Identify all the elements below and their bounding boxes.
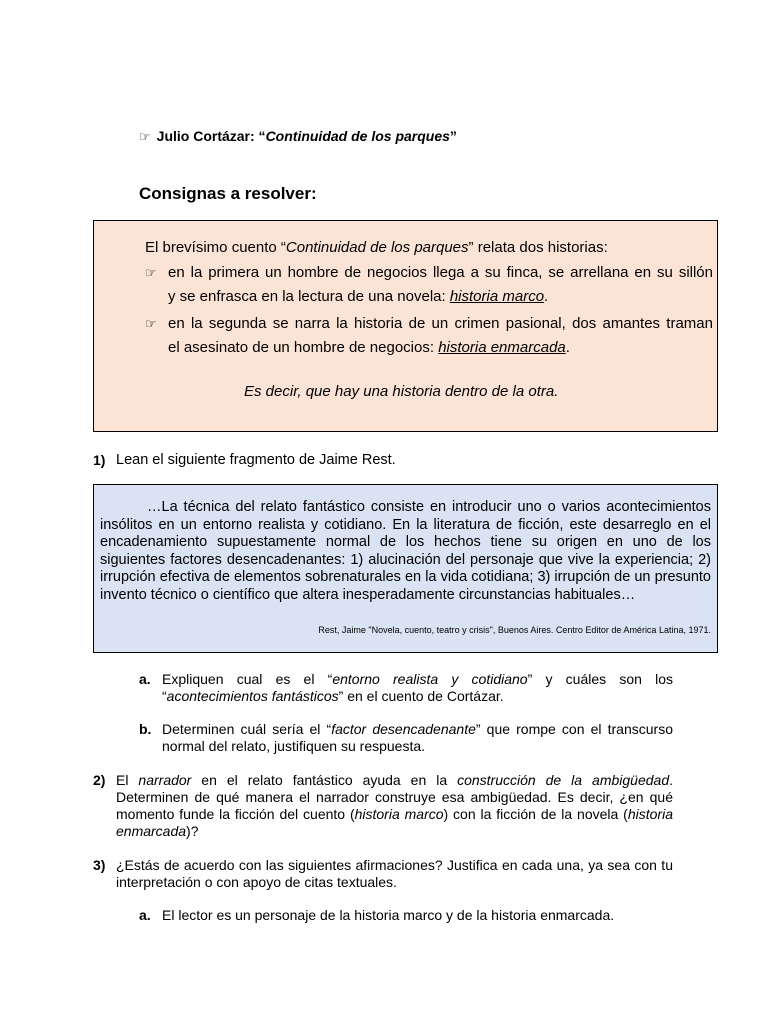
question-3-number: 3) xyxy=(93,857,106,873)
bullet-2-line-2 xyxy=(168,339,570,356)
document-title xyxy=(139,128,457,145)
q-text: )? xyxy=(186,823,199,839)
bullet-2-line-1: en la segunda se narra la historia de un crimen pasional, dos amantes traman xyxy=(168,315,713,332)
intro-line xyxy=(145,239,608,256)
pointing-hand-icon: ☞ xyxy=(145,317,157,332)
historia-marco-term: historia marco xyxy=(449,288,545,305)
title-author: Julio Cortázar: “ xyxy=(156,128,266,144)
bullet-text: . xyxy=(544,288,549,305)
rest-quote xyxy=(100,499,711,605)
intro-conclusion: Es decir, que hay una historia dentro de la otra. xyxy=(244,383,559,400)
q-text: Expliquen cual es el “ xyxy=(162,671,333,687)
q-text: en el relato fantástico ayuda en la xyxy=(191,772,458,788)
question-3-text: ¿Estás de acuerdo con las siguientes afirmaciones? Justifica en cada una, ya sea con tu interpretación o con apoyo de citas textuales. xyxy=(116,857,673,890)
bullet-1-line-2 xyxy=(168,288,548,305)
q-text: ” en el cuento de Cortázar. xyxy=(338,688,504,704)
quote-text: …La técnica del relato fantástico consiste en introducir uno o varios acontecimientos insólitos en un entorno realista y cotidiano. En la literatura de ficción, este desarreglo en el encadenamiento supuestamente normal de los hechos tiene su origen en uno de los siguientes factores desencadenantes: 1) alucinación del personaje que vive la experiencia; 2) irrupción efectiva de elementos sobrenaturales en la vida cotidiana; 3) irrupción de un presunto invento técnico o científico que altera inesperadamente circunstancias habituales… xyxy=(100,499,711,603)
q-text: El xyxy=(116,772,139,788)
intro-work-title: Continuidad de los parques xyxy=(285,239,469,256)
bullet-text: y se enfrasca en la lectura de una novela: xyxy=(168,288,450,305)
question-3a-text: El lector es un personaje de la historia marco y de la historia enmarcada. xyxy=(162,907,615,923)
q-text: ” y cuáles son los “ xyxy=(162,671,673,704)
question-1-number: 1) xyxy=(93,452,106,468)
q-emphasis: narrador xyxy=(138,772,192,788)
title-close: ” xyxy=(449,128,457,144)
q-text: ) con la ficción de la novela ( xyxy=(443,806,628,822)
question-3a-label: a. xyxy=(139,907,151,923)
question-1a-text xyxy=(162,671,673,705)
pointing-hand-icon: ☞ xyxy=(139,130,151,145)
question-1a-label: a. xyxy=(139,671,151,687)
quote-citation: Rest, Jaime "Novela, cuento, teatro y crisis", Buenos Aires. Centro Editor de América Latina, 1971. xyxy=(318,625,711,635)
bullet-text: el asesinato de un hombre de negocios: xyxy=(168,339,439,356)
q-emphasis: historia enmarcada xyxy=(116,806,673,839)
question-1b-text xyxy=(162,721,673,755)
q-emphasis: historia marco xyxy=(354,806,444,822)
question-1b-label: b. xyxy=(139,721,152,737)
bullet-1-line-1: en la primera un hombre de negocios llega a su finca, se arrellana en su sillón xyxy=(168,264,713,281)
q-text: . Determinen de qué manera el narrador construye esa ambigüedad. Es decir, ¿en qué momento funde la ficción del cuento ( xyxy=(116,772,673,822)
quote-box xyxy=(93,484,718,653)
pointing-hand-icon: ☞ xyxy=(145,266,157,281)
question-2-text xyxy=(116,772,673,840)
intro-box xyxy=(93,220,718,432)
intro-text: El brevísimo cuento “ xyxy=(145,239,286,256)
question-2-number: 2) xyxy=(93,772,106,788)
intro-text: ” relata dos historias: xyxy=(468,239,608,256)
question-1-text: Lean el siguiente fragmento de Jaime Rest. xyxy=(116,452,396,468)
historia-enmarcada-term: historia enmarcada xyxy=(438,339,566,356)
section-heading: Consignas a resolver: xyxy=(139,184,317,203)
q-emphasis: factor desencadenante xyxy=(331,721,476,737)
q-emphasis: construcción de la ambigüedad xyxy=(457,772,670,788)
q-text: ” que rompe con el transcurso normal del relato, justifiquen su respuesta. xyxy=(162,721,673,754)
title-work: Continuidad de los parques xyxy=(265,128,450,144)
bullet-text: . xyxy=(565,339,570,356)
q-emphasis: acontecimientos fantásticos xyxy=(166,688,339,704)
q-text: Determinen cuál sería el “ xyxy=(162,721,332,737)
q-emphasis: entorno realista y cotidiano xyxy=(332,671,528,687)
